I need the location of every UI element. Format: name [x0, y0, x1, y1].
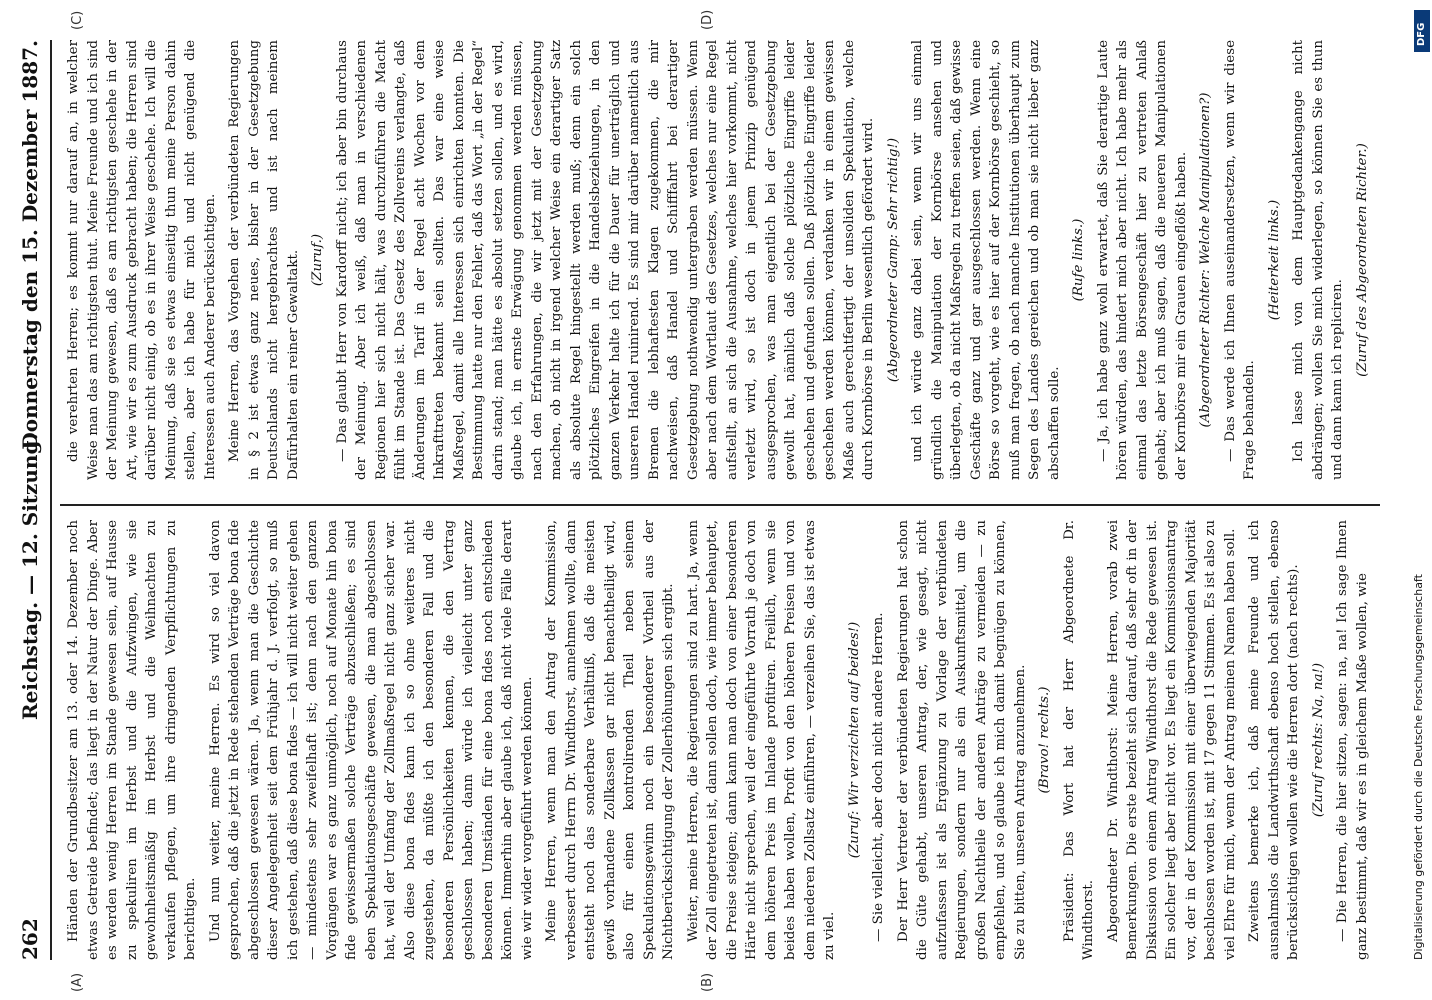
interjection: (Zuruf des Abgeordneten Richter.) [1354, 143, 1370, 377]
interjection: (Heiterkeit links.) [1266, 199, 1282, 321]
paragraph: und ich würde ganz dabei sein, wenn wir uns einmal gründlich die Manipulation der Kornbörse ansehen und überlegten, ob da nicht Maßregeln zu treffen seien, daß gewisse Geschäfte ganz und gar ausgeschlossen werden. Wenn eine Börse so vorgeht, wie es hier auf der Kornbörse geschieht, so muß man fragen, ob nach manche Institutionen überhaupt zum Segen des Landes gereichen und ob man sie nicht lieber ganz abschaffen solle. [910, 40, 1062, 480]
paragraph: Zweitens bemerke ich, daß meine Freunde und ich ausnahmslos die Landwirthschaft ebenso hoch stellen, ebenso berücksichtigen wollen wie die Herren dort (nach rechts). [1247, 520, 1301, 960]
paragraph: Weiter, meine Herren, die Regierungen sind zu hart. Ja, wenn der Zoll eingetreten ist, dann sollen doch, wie immer behauptet, die Preise steigen; dann kann man doch von einer besonderen Härte nicht sprechen, weil der eingeführte Vorrath je doch von dem höheren Preis im Inlande profitiren. Freilich, wenn sie beides haben wollen, Profit von den höheren Preisen und von dem niederen Zollsatz einführen, — verzeihen Sie, das ist etwas zu viel. [685, 520, 837, 960]
interjection: (Abgeordneter Gamp: Sehr richtig!) [885, 137, 901, 383]
interjection: (Zuruf.) [310, 233, 325, 287]
page-number: 262 [18, 918, 42, 960]
paragraph: — Ja, ich habe ganz wohl erwartet, daß Sie derartige Laute hören würden, das hindert mich aber nicht. Ich habe mehr als einmal das letzte Börsengeschäft hier zu vertreten Anlaß gehabt; aber ich muß sagen, daß die neueren Manipulationen der Kornbörse mir ein Grauen eingeflößt haben. [1095, 40, 1189, 480]
digitization-credit [1412, 60, 1432, 960]
paragraph: Meine Herren, das Vorgehen der verbündeten Regierungen in § 2 ist etwas ganz neues, bisher in der Gesetzgebung Deutschlands nicht hergebrachtes und ist nach meinem Dafürhalten ein reiner Gewaltakt. [227, 40, 301, 480]
paragraph: Meine Herren, wenn man den Antrag der Kommission, verbessert durch Herrn Dr. Windthorst, annehmen wollte, dann entsteht noch das sonderbare Verhältniß, daß die meisten gewiß vorhandene Zollkassen gar nicht benachtheiligt wird, also für einen kontrolirenden Theil neben seinem Spekulationsgewinn noch ein besonderer Vortheil aus der Nichtberücksichtigung der Zollerhöhungen sich ergibt. [544, 520, 676, 960]
dfg-logo-text: DFG [1416, 22, 1427, 46]
dfg-logo [1414, 10, 1430, 52]
right-text-column [64, 40, 1384, 480]
paragraph: — Das glaubt Herr von Kardorff nicht; ich aber bin durchaus der Meinung. Aber ich weiß, daß man in verschiedenen Regionen hier sich nicht hält, was durchzuführen die Macht fühlt im Stande ist. Das Gesetz des Zollvereins verlangte, daß Änderungen im Tarif in der Regel acht Wochen vor dem Inkrafttreten bekannt sein sollten. Das war eine weise Maßregel, damit alle Interessen sich einrichten konnten. Die Bestimmung hatte nur den Fehler, daß das Wort „in der Regel“ darin stand; man hätte es absolut setzen sollen, und es wird, glaube ich, in ernste Erwägung genommen werden müssen, nach den Erfahrungen, die wir jetzt mit der Gesetzgebung machen, ob nicht in irgend welcher Weise ein derartiger Satz als absolute Regel hingestellt werden muß; denn ein solch plötzliches Eingreifen in die Handelsbeziehungen, in den ganzen Verkehr halte ich für die Dauer für unerträglich und unseren Handel ruinirend. Es sind mir darüber namentlich aus Bremen die lebhaftesten Klagen zugekommen, die mir nachweisen, daß Handel und Schifffahrt bei derartiger Gesetzgebung nothwendig untergraben werden müssen. Wenn aber nach dem Wortlaut des Gesetzes, welches nur eine Regel aufstellt, an sich die Ausnahme, welches hier vorkommt, nicht verletzt wird, so ist doch in jenem Prinzip genügend ausgesprochen, was man eigentlich bei der Gesetzgebung gewollt hat, nämlich daß solche plötzliche Eingriffe leider geschehen und gefunden sollen. Daß plötzliche Eingriffe leider geschehen werden können, verdanken wir in einem gewissen Maße auch gerechtfertigt der unsoliden Spekulation, welche durch Kornbörse in Berlin wesentlich gefördert wird. [334, 40, 876, 480]
margin-letter-a: (A) [70, 972, 85, 992]
paragraph: Abgeordneter Dr. Windthorst: Meine Herren, vorab zwei Bemerkungen. Die erste bezieht sich darauf, daß sehr oft in der Diskussion von einem Antrag Windthorst die Rede gewesen ist. Ein solcher liegt aber nicht vor. Es liegt ein Kommissionsantrag vor, der in der Kommission mit einer überwiegenden Majorität beschlossen worden ist, mit 17 gegen 11 Stimmen. Es ist also zu viel Ehre für mich, wenn der Antrag meinen Namen haben soll. [1105, 520, 1238, 960]
interjection: (Zuruf rechts: Na, na!) [1310, 662, 1326, 818]
running-title: Reichstag. — 12. Sitzung. [18, 433, 42, 720]
digitization-credit-text: Digitalisierung gefördert durch die Deutsche Forschungsgemeinschaft [1412, 574, 1425, 960]
page-header [10, 40, 50, 960]
paragraph: die verehrten Herren; es kommt nur darauf an, in welcher Weise man das am richtigsten thut. Meine Freunde und ich sind der Meinung gewesen, daß es am richtigsten geschehe in der Art, wie wir es zum Ausdruck gebracht haben; die Herren sind darüber nicht einig, ob es in ihrer Weise geschehe. Ich will die Meinung, daß sie es etwas einseitig thun meine Person dahin stellen, aber ich habe für mich und nicht genügend die Interessen auch Anderer berücksichtigen. [66, 40, 218, 480]
column-divider [60, 504, 1380, 506]
paragraph: Und nun weiter, meine Herren. Es wird so viel davon gesprochen, daß die jetzt in Rede stehenden Verträge bona fide abgeschlossen gewesen wären. Ja, wenn man die Geschichte dieser Angelegenheit seit dem Frühjahr d. J. verfolgt, so muß ich gestehen, daß diese bona fides — ich will nicht weiter gehen — mindestens sehr zweifelhaft ist; denn nach den ganzen Vorgängen war es ganz unmöglich, noch auf Monate hin bona fide gewissermaßen solche Verträge abzuschließen; es sind eben Spekulationsgeschäfte gewesen, die man abgeschlossen hat, weil der Umfang der Zollmaßregel nicht ganz sicher war. Also diese bona fides kann ich so ohne weiteres nicht zugestehen, da müßte ich den besonderen Fall und die besonderen Persönlichkeiten kennen, die den Vertrag geschlossen haben; dann würde ich vielleicht unter ganz besonderen Umständen für eine bona fides noch entschieden können. Immerhin aber glaube ich, daß nicht viele Fälle derart wie wir wider vorgeführt werden können. [207, 520, 535, 960]
paragraph: Ich lasse mich von dem Hauptgedankengange nicht abdrängen; wollen Sie mich widerlegen, so können Sie es thun und dann kann ich repliciren. [1291, 40, 1345, 480]
paragraph: — Sie vielleicht, aber doch nicht andere Herren. [871, 612, 886, 942]
interjection: (Rufe links.) [1071, 218, 1086, 302]
margin-letter-d: (D) [700, 9, 715, 30]
paragraph: — Das werde ich Ihnen auseinandersetzen, wenn wir diese Frage behandeln. [1222, 40, 1257, 480]
header-rule [50, 40, 52, 960]
paragraph: — Die Herren, die hier sitzen, sagen: na, na! Ich sage Ihnen ganz bestimmt, daß wir es in gleichem Maße wollen, wie [1335, 520, 1370, 960]
margin-letter-c: (C) [70, 10, 85, 30]
paragraph: Händen der Grundbesitzer am 13. oder 14. Dezember noch etwas Getreide befindet; das liegt in der Natur der Dinge. Aber es werden wenig Herren im Stande gewesen sein, auf Hausse zu spekuliren im Herbst und die Aufzwingen, wie sie gewohnheitsmäßig im Herbst und die Weihnachten zu verkaufen pflegen, um ihre dringenden Verpflichtungen zu berichtigen. [66, 520, 198, 960]
interjection: (Bravo! rechts.) [1037, 686, 1052, 794]
paragraph: Präsident: Das Wort hat der Herr Abgeordnete Dr. Windthorst. [1061, 520, 1096, 960]
interjection: (Zuruf: Wir verzichten auf beides!) [846, 621, 862, 859]
paragraph: Der Herr Vertreter der verbündeten Regierungen hat schon die Güte gehabt, unseren Antrag, der, wie gesagt, nicht aufzufassen ist als Ergänzung zu Vorlage der verbündeten Regierungen, sondern nur als ein Auskunftsmittel, um die großen Nachtheile der anderen Anträge zu vermeiden — zu empfehlen, und so glaube ich mich damit begnügen zu können, Sie zu bitten, unseren Antrag anzunehmen. [895, 520, 1028, 960]
interjection: (Abgeordneter Richter: Welche Manipulationen?) [1198, 92, 1213, 428]
margin-letter-b: (B) [700, 972, 715, 992]
left-text-column [64, 520, 1384, 960]
session-date: Donnerstag den 15. Dezember 1887. [18, 40, 42, 450]
